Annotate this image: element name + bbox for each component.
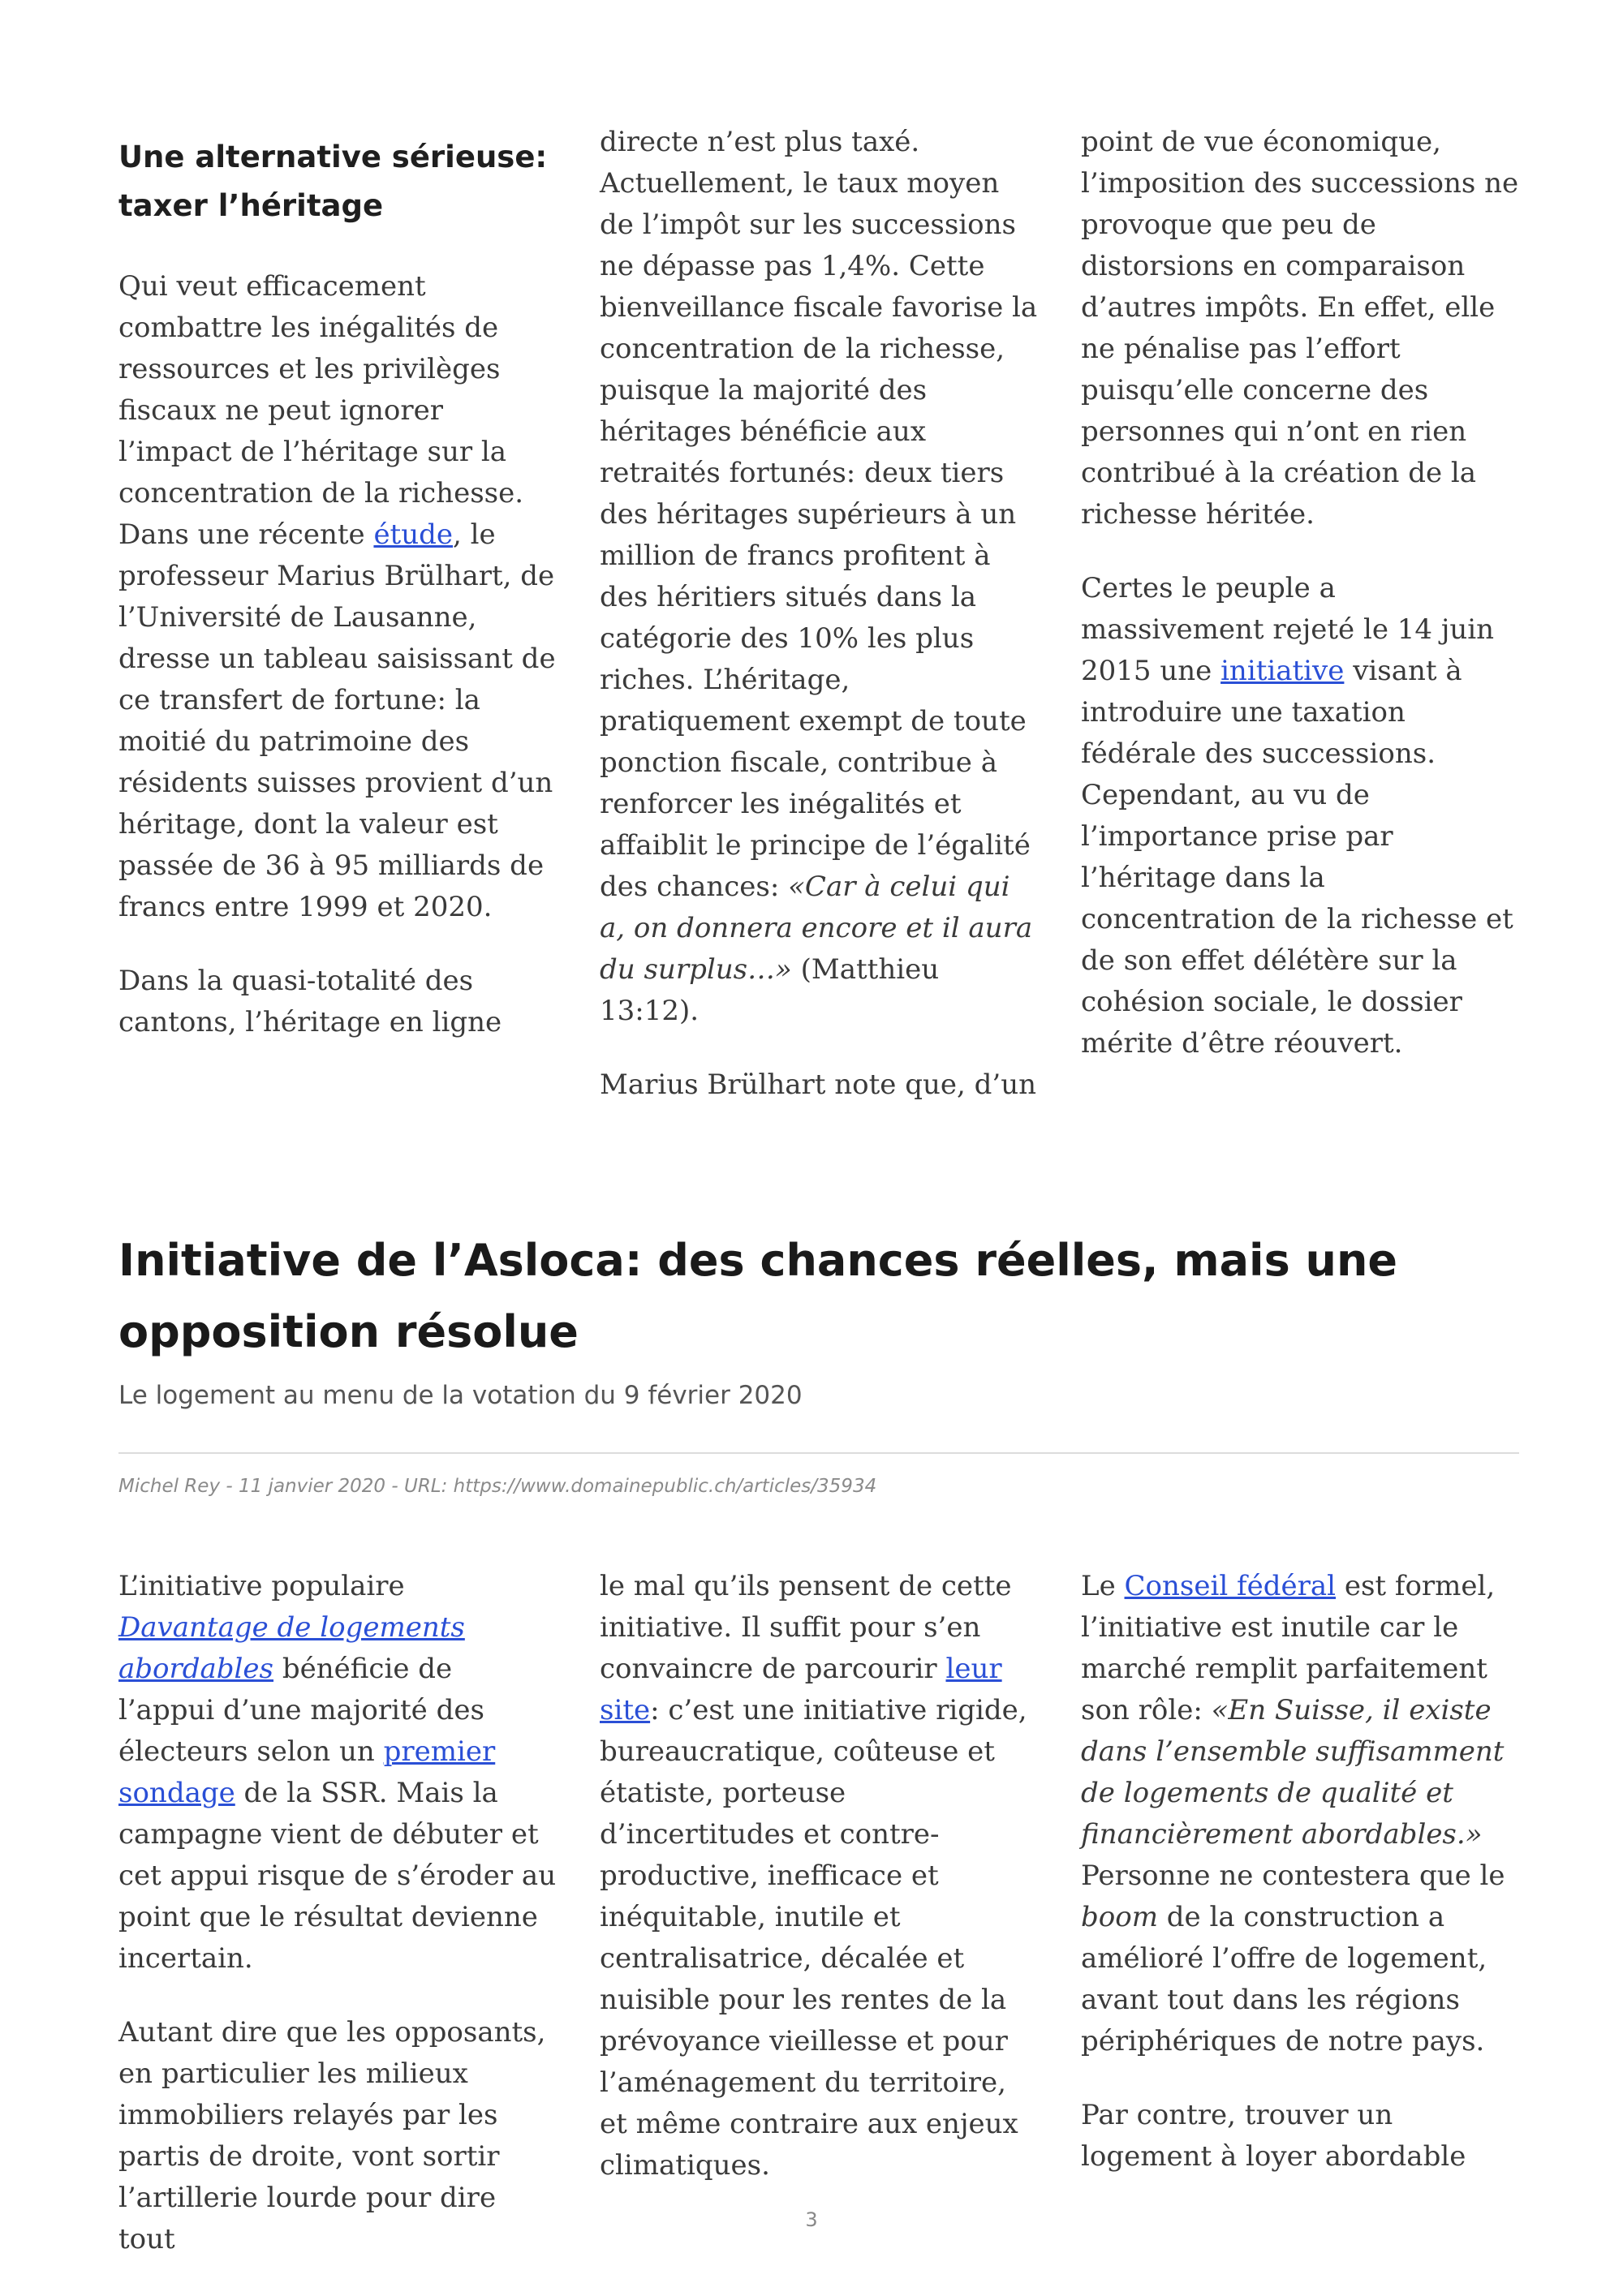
text: : c’est une initiative rigide, bureaucratique, coûteuse et étatiste, porteuse d’incertitudes et contre-productive, inefficace et inéquitable, inutile et centralisatrice, décalée et nuisible pour les rentes de la prévoyance vieillesse et pour l’aménagement du territoire, et même contraire aux enjeux climatiques. <box>600 1694 1027 2182</box>
divider <box>118 1452 1519 1454</box>
link-leur-site[interactable]: leur site <box>600 1653 1002 1726</box>
paragraph <box>118 266 557 928</box>
paragraph: Autant dire que les opposants, en particulier les milieux immobiliers relayés par les partis de droite, vont sortir l’artillerie lourde pour dire tout <box>118 2016 546 2255</box>
text: le mal qu’ils pensent de cette initiative. Il suffit pour s’en convaincre de parcourir <box>600 1570 1012 1685</box>
emphasis: boom <box>1081 1901 1158 1933</box>
column-3 <box>1081 1566 1519 2260</box>
link-text: Davantage de logements abordables <box>118 1611 465 1685</box>
link-etude[interactable]: étude <box>373 518 454 551</box>
column-3 <box>1081 122 1519 1106</box>
text: Certes le peuple a massivement rejeté le 14 juin 2015 une <box>1081 572 1495 687</box>
quote: «En Suisse, il existe dans l’ensemble suffisamment de logements de qualité et financièrement abordables.» <box>1081 1694 1505 1851</box>
text: L’initiative populaire <box>118 1570 405 1602</box>
text: Le <box>1081 1570 1125 1602</box>
paragraph <box>600 1566 1038 2186</box>
text: directe n’est plus taxé. Actuellement, le taux moyen de l’impôt sur les successions ne dépasse pas 1,4%. Cette bienveillance fiscale favorise la concentration de la richesse, puisque la majorité des héritages bénéficie aux retraités fortunés: deux tiers des héritages supérieurs à un million de francs profitent à des héritiers situés dans la catégorie des 10% les plus riches. L’héritage, pratiquement exempt de toute ponction fiscale, contribue à renforcer les inégalités et affaiblit le principe de l’égalité des chances: <box>600 126 1038 903</box>
column-1 <box>118 122 557 1106</box>
text: de la SSR. Mais la campagne vient de débuter et cet appui risque de s’éroder au point que le résultat devienne incertain. <box>118 1777 557 1975</box>
column-2 <box>600 1566 1038 2260</box>
text: bénéficie de l’appui d’une majorité des électeurs selon un <box>118 1653 484 1768</box>
text: est formel, l’initiative est inutile car le marché remplit parfaitement son rôle: <box>1081 1570 1496 1726</box>
article-body <box>118 1566 1519 2260</box>
text: Personne ne contestera que le <box>1081 1860 1505 1892</box>
text: visant à introduire une taxation fédérale des successions. Cependant, au vu de l’importance prise par l’héritage dans la concentration de la richesse et de son effet délétère sur la cohésion sociale, le dossier mérite d’être réouvert. <box>1081 655 1513 1060</box>
paragraph: point de vue économique, l’imposition des successions ne provoque que peu de distorsions en comparaison d’autres impôts. En effet, elle ne pénalise pas l’effort puisqu’elle concerne des personnes qui n’ont en rien contribué à la création de la richesse héritée. <box>1081 126 1519 531</box>
column-1 <box>118 1566 557 2260</box>
article-subtitle: Le logement au menu de la votation du 9 février 2020 <box>118 1381 803 1410</box>
paragraph: Marius Brülhart note que, d’un <box>600 1068 1036 1101</box>
paragraph <box>1081 1566 1519 2062</box>
page-number: 3 <box>805 2208 818 2231</box>
paragraph <box>118 1566 557 1980</box>
paragraph <box>1081 568 1519 1064</box>
section-inheritance <box>118 122 1519 1106</box>
link-initiative[interactable]: initiative <box>1220 655 1345 687</box>
quote: «Car à celui qui a, on donnera encore et il aura du surplus…» <box>600 871 1033 986</box>
text: , le professeur Marius Brülhart, de l’Université de Lausanne, dresse un tableau saisissant de ce transfert de fortune: la moitié du patrimoine des résidents suisses provient d’un héritage, dont la valeur est passée de 36 à 95 milliards de francs entre 1999 et 2020. <box>118 518 556 923</box>
article-title: Initiative de l’Asloca: des chances réelles, mais une opposition résolue <box>118 1235 1398 1357</box>
paragraph: Dans la quasi-totalité des cantons, l’héritage en ligne <box>118 965 502 1038</box>
article-meta: Michel Rey - 11 janvier 2020 - URL: https://www.domainepublic.ch/articles/35934 <box>118 1476 877 1497</box>
paragraph <box>600 122 1038 1032</box>
link-premier-sondage[interactable]: premier sondage <box>118 1735 496 1809</box>
paragraph: Par contre, trouver un logement à loyer abordable <box>1081 2099 1466 2173</box>
text: Qui veut efficacement combattre les inégalités de ressources et les privilèges fiscaux ne peut ignorer l’impact de l’héritage sur la concentration de la richesse. Dans une récente <box>118 270 524 551</box>
link-conseil-federal[interactable]: Conseil fédéral <box>1124 1570 1337 1602</box>
section-heading: Une alternative sérieuse: taxer l’héritage <box>118 140 548 223</box>
text: de la construction a amélioré l’offre de logement, avant tout dans les régions périphériques de notre pays. <box>1081 1901 1487 2057</box>
column-2 <box>600 122 1038 1106</box>
text: (Matthieu 13:12). <box>600 953 940 1027</box>
